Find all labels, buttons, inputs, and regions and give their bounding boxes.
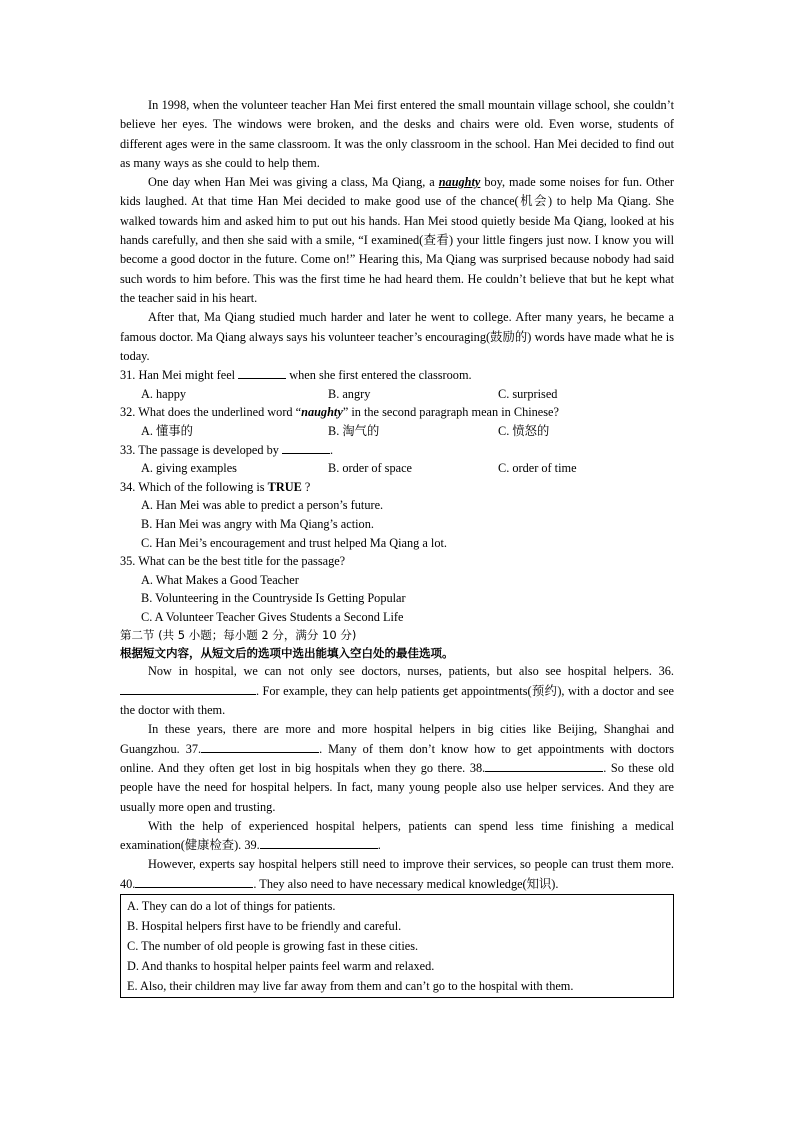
question-32 bbox=[120, 403, 674, 440]
section-heading: 第二节 (共 5 小题；每小题 2 分，满分 10 分) bbox=[120, 628, 357, 643]
stem-text: ? bbox=[301, 479, 311, 494]
emphasis-word: TRUE bbox=[267, 479, 302, 494]
options-box bbox=[120, 894, 674, 998]
option-c[interactable]: C. The number of old people is growing fast in these cities. bbox=[127, 939, 419, 954]
option-b[interactable]: B. Volunteering in the Countryside Is Getting Popular bbox=[141, 591, 406, 606]
option-c[interactable]: C. order of time bbox=[498, 461, 577, 476]
paragraph-text: . Many of them don’t know how to get appointments with doctors online. And they often get lost in big hospitals when they go there. bbox=[120, 741, 674, 775]
passage-paragraph-1: In 1998, when the volunteer teacher Han Mei first entered the small mountain village school, she couldn’t believe her eyes. The windows were broken, and the desks and chairs were old. Even worse, students of different ages were in the same classroom. It was the only classroom in the school. Han Mei decided to find out as many ways as she could to help them. bbox=[120, 98, 674, 170]
answer-blank-39[interactable] bbox=[260, 836, 378, 849]
paragraph-text: . For example, they can help patients get appointments(预约), with a doctor and see the doctor with them. bbox=[120, 683, 674, 718]
paragraph-text: However, experts say hospital helpers still need to improve their services, so people can trust them more. bbox=[148, 857, 674, 872]
question-stem bbox=[120, 478, 674, 497]
answer-blank-40[interactable] bbox=[135, 875, 253, 888]
exam-page bbox=[120, 96, 674, 998]
stem-text: ” in the second paragraph mean in Chinese? bbox=[342, 405, 559, 420]
option-c[interactable]: C. Han Mei’s encouragement and trust helped Ma Qiang a lot. bbox=[141, 535, 447, 550]
paragraph-text: One day when Han Mei was giving a class, Ma Qiang, a bbox=[148, 175, 439, 190]
question-stem bbox=[120, 366, 674, 385]
quoted-word: naughty bbox=[301, 405, 343, 420]
blank-number: 36. bbox=[658, 664, 674, 679]
option-b[interactable]: B. 淘气的 bbox=[328, 423, 380, 438]
option-a[interactable]: A. Han Mei was able to predict a person’s future. bbox=[141, 498, 384, 513]
option-c[interactable]: C. 愤怒的 bbox=[498, 423, 550, 438]
option-a[interactable]: A. giving examples bbox=[141, 461, 237, 476]
stem-text: 33. The passage is developed by bbox=[120, 442, 282, 457]
question-stem bbox=[120, 441, 674, 460]
passage-paragraph-2 bbox=[120, 173, 674, 308]
blank-number: 39. bbox=[244, 838, 260, 853]
paragraph-text: With the help of experienced hospital helpers, patients can spend less time finishing a medical examination(健康检查). bbox=[120, 818, 674, 853]
stem-text: 31. Han Mei might feel bbox=[120, 368, 239, 383]
underlined-word: naughty bbox=[438, 175, 481, 190]
stem-text: 32. What does the underlined word “ bbox=[120, 405, 302, 420]
answer-blank-38[interactable] bbox=[485, 759, 603, 772]
paragraph-text: boy, made some noises for fun. Other kids laughed. At that time Han Mei decided to make good use of the chance(机会) to help Ma Qiang. She walked towards him and asked him to put out his hands. Han Mei stood quietly beside Ma Qiang, looked at his hands carefully, and then she said with a smile, “I examined(查看) your little fingers just now. I know you will become a good doctor in the future. Come on!” Hearing this, Ma Qiang was surprised because nobody had said such words to him before. This was the first time he had heard them. He couldn’t believe that but he kept what the teacher said in his heart. bbox=[120, 175, 675, 305]
option-a[interactable]: A. happy bbox=[141, 386, 187, 401]
cloze-paragraph-3 bbox=[120, 817, 674, 856]
blank-number: 38. bbox=[469, 760, 486, 775]
option-c[interactable]: C. A Volunteer Teacher Gives Students a Second Life bbox=[141, 609, 404, 624]
question-33 bbox=[120, 441, 674, 478]
question-stem: 35. What can be the best title for the passage? bbox=[120, 554, 346, 569]
passage-paragraph-3: After that, Ma Qiang studied much harder and later he went to college. After many years, he became a famous doctor. Ma Qiang always says his volunteer teacher’s encouraging(鼓励的) words have made what he is today. bbox=[120, 310, 674, 363]
answer-blank[interactable] bbox=[282, 441, 330, 454]
cloze-paragraph-2 bbox=[120, 720, 674, 816]
paragraph-text: . They also need to have necessary medical knowledge(知识). bbox=[253, 876, 559, 891]
answer-blank-37[interactable] bbox=[201, 740, 319, 753]
option-a[interactable]: A. 懂事的 bbox=[141, 423, 193, 438]
option-e[interactable]: E. Also, their children may live far away from them and can’t go to the hospital with them. bbox=[127, 979, 574, 994]
option-a[interactable]: A. They can do a lot of things for patients. bbox=[127, 899, 336, 914]
options-row bbox=[120, 459, 674, 478]
stem-text: . bbox=[330, 442, 334, 457]
option-b[interactable]: B. Hospital helpers first have to be friendly and careful. bbox=[127, 919, 402, 934]
question-34 bbox=[120, 478, 674, 552]
cloze-paragraph-1 bbox=[120, 662, 674, 720]
paragraph-text: . So these old people have the need for hospital helpers. In fact, many young people also use helper services. And they are usually more open and trusting. bbox=[120, 760, 675, 814]
section-instruction: 根据短文内容，从短文后的选项中选出能填入空白处的最佳选项。 bbox=[120, 646, 454, 661]
answer-blank-36[interactable] bbox=[120, 682, 256, 695]
stem-text: 34. Which of the following is bbox=[120, 479, 268, 494]
paragraph-text: In these years, there are more and more hospital helpers in big cities like Beijing, Shanghai and Guangzhou. bbox=[120, 722, 674, 756]
paragraph-text: . bbox=[377, 838, 381, 853]
option-b[interactable]: B. order of space bbox=[328, 461, 412, 476]
option-d[interactable]: D. And thanks to hospital helper paints feel warm and relaxed. bbox=[127, 959, 435, 974]
question-31 bbox=[120, 366, 674, 403]
options-row bbox=[120, 422, 674, 441]
answer-blank[interactable] bbox=[238, 366, 286, 379]
options-row bbox=[120, 385, 674, 404]
option-b[interactable]: B. Han Mei was angry with Ma Qiang’s action. bbox=[141, 516, 374, 531]
option-a[interactable]: A. What Makes a Good Teacher bbox=[141, 572, 299, 587]
option-c[interactable]: C. surprised bbox=[498, 386, 558, 401]
question-stem bbox=[120, 403, 674, 422]
question-35 bbox=[120, 552, 674, 626]
paragraph-text: Now in hospital, we can not only see doctors, nurses, patients, but also see hospital helpers. bbox=[148, 664, 659, 679]
option-b[interactable]: B. angry bbox=[328, 386, 371, 401]
blank-number: 40. bbox=[120, 876, 136, 891]
blank-number: 37. bbox=[185, 741, 202, 756]
cloze-paragraph-4 bbox=[120, 855, 674, 894]
stem-text: when she first entered the classroom. bbox=[286, 368, 472, 383]
